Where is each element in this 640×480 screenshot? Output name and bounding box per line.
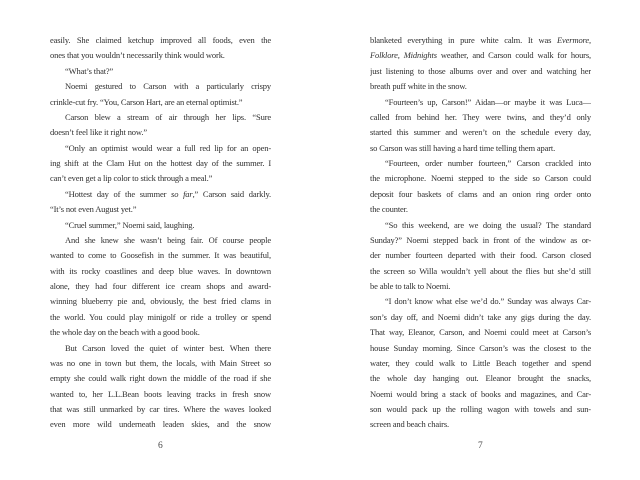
text-line: ones that you wouldn’t necessarily think would work. bbox=[50, 50, 225, 61]
text-line: doesn’t feel like it right now.” bbox=[50, 127, 147, 138]
text-line: even more wild underneath leaden skies, and the snow bbox=[50, 419, 271, 430]
text-line: der number fourteen departed with their food. Carson closed bbox=[370, 250, 591, 261]
text-line: wanted to come to Goosefish in the summer. It was beautiful, bbox=[50, 250, 271, 261]
text-line: the whole day hanging out. Eleanor brought the snacks, bbox=[370, 373, 591, 384]
text-line: was no one in town but them, the locals, with Main Street so bbox=[50, 357, 271, 368]
text-line: blanketed everything in pure white calm. It was Evermore, bbox=[370, 35, 591, 45]
page-right-number: 7 bbox=[478, 441, 483, 451]
text-line: that was still unmarked by car tires. Where the waves looked bbox=[50, 404, 271, 414]
text-line: “Hottest day of the summer so far,” Carson said darkly. bbox=[65, 188, 271, 199]
text-line: Folklore, Midnights weather, and Carson could walk for hours, bbox=[370, 50, 591, 61]
text-line: “Cruel summer,” Noemi said, laughing. bbox=[65, 219, 195, 230]
text-line: the counter. bbox=[370, 204, 408, 215]
text-line: the microphone. Noemi stepped to the side so Carson could bbox=[370, 173, 591, 184]
text-line: Sunday?” Noemi stepped back in front of the window as or- bbox=[370, 234, 591, 245]
text-line: And she knew she wasn’t being fair. Of course people bbox=[65, 234, 271, 245]
text-line: deposit four baskets of clams and an onion ring order onto bbox=[370, 188, 591, 199]
text-line: can’t even get a lip color to stick through a meal.” bbox=[50, 173, 213, 184]
text-line: “Fourteen’s up, Carson!” Aidan—or maybe it was Luca— bbox=[385, 96, 591, 107]
text-line: “It’s not even August yet.” bbox=[50, 204, 137, 215]
text-line: the whole day on the beach with a good book. bbox=[50, 327, 200, 338]
text-line: house Sunday morning. Since Carson’s was the closest to the bbox=[370, 342, 591, 353]
text-line: “Only an optimist would wear a full red lip for an open- bbox=[65, 142, 271, 153]
text-line: Noemi gestured to Carson with a particularly crispy bbox=[65, 81, 271, 92]
text-line: winning blueberry pie and, obviously, the best fried clams in bbox=[50, 296, 271, 307]
text-line: son would pack up the rolling wagon with towels and sun- bbox=[370, 404, 591, 414]
text-line: crinkle-cut fry. “You, Carson Hart, are an eternal optimist.” bbox=[50, 96, 243, 107]
text-line: But Carson loved the quiet of winter best. When there bbox=[65, 342, 271, 353]
text-line: started this summer and weren’t on the schedule every day, bbox=[370, 127, 591, 138]
text-line: easily. She claimed ketchup improved all foods, even the bbox=[50, 35, 271, 45]
text-line: Noemi would bring a stack of books and magazines, and Car- bbox=[370, 388, 591, 399]
text-line: empty she could walk right down the middle of the road if she bbox=[50, 373, 271, 384]
text-line: the screen so Willa wouldn’t yell about the flies but she’d still bbox=[370, 265, 591, 276]
text-line: “Fourteen, order number fourteen,” Carson crackled into bbox=[385, 158, 591, 168]
text-line: just listening to those albums over and over and watching her bbox=[370, 65, 591, 76]
text-line: so Carson was still having a hard time telling them apart. bbox=[370, 142, 556, 153]
text-line: “So this weekend, are we doing the usual? The standard bbox=[385, 219, 591, 230]
text-line: breath puff white in the snow. bbox=[370, 81, 467, 92]
text-line: That way, Eleanor, Carson, and Noemi could meet at Carson’s bbox=[370, 327, 591, 338]
text-line: ing shift at the Clam Hut on the hottest day of the summer. I bbox=[50, 158, 271, 168]
text-line: “I don’t know what else we’d do.” Sunday was always Car- bbox=[385, 296, 591, 307]
page-right-text bbox=[370, 33, 591, 433]
text-line: with its rocky coastlines and deep blue waves. In downtown bbox=[50, 265, 271, 276]
text-line: alone, they had four different ice cream shops and award- bbox=[50, 281, 271, 291]
text-line: water, they could walk to Little Beach together and spend bbox=[370, 357, 591, 368]
text-line: be able to talk to Noemi. bbox=[370, 281, 451, 291]
text-line: Carson blew a stream of air through her lips. “Sure bbox=[65, 111, 271, 122]
page-left-number: 6 bbox=[158, 441, 163, 451]
text-line: the world. You could play minigolf or ride a trolley or spend bbox=[50, 311, 271, 322]
page-left-text bbox=[50, 33, 271, 433]
text-line: called from behind her. They were twins, and they’d only bbox=[370, 111, 591, 122]
text-line: son’s day off, and Noemi didn’t take any gigs during the day. bbox=[370, 311, 591, 322]
book-page-right bbox=[370, 0, 591, 480]
text-line: “What’s that?” bbox=[65, 65, 114, 76]
text-line: screen and beach chairs. bbox=[370, 419, 449, 430]
book-page-left bbox=[50, 0, 271, 480]
text-line: wanted to, her L.L.Bean boots leaving tracks in fresh snow bbox=[50, 388, 271, 399]
